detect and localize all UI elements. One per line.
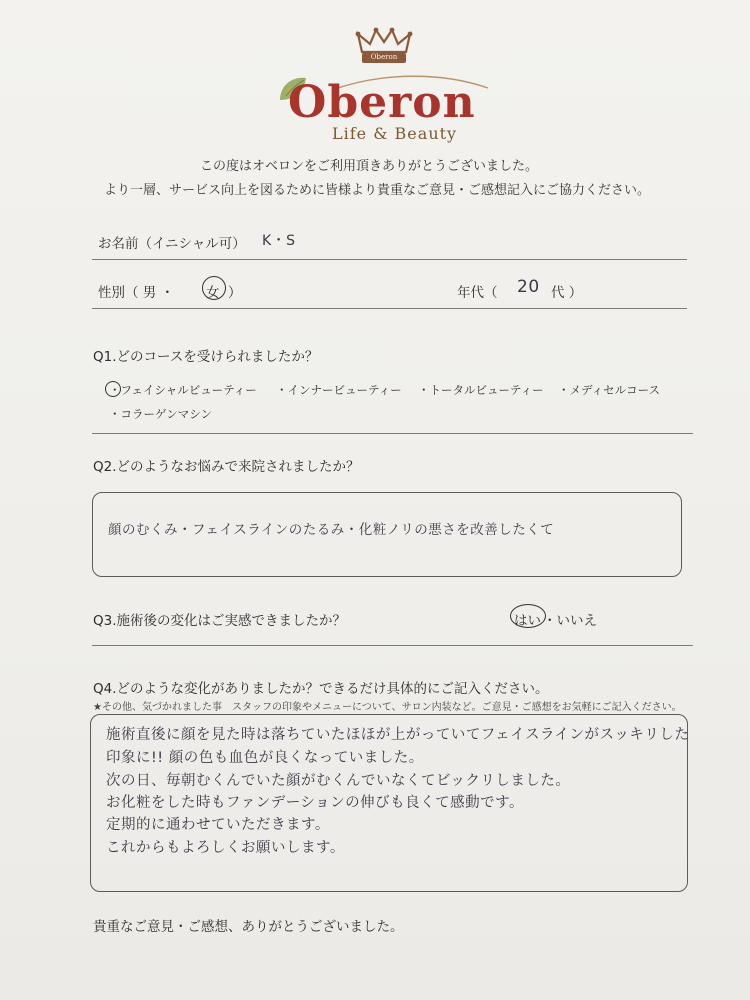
q4-answer-line-3: 次の日、毎朝むくんでいた顔がむくんでいなくてビックリしました。: [106, 773, 571, 789]
q4-answer-line-1: 施術直後に顔を見た時は落ちていたほほが上がっていてフェイスラインがスッキリした: [106, 727, 690, 743]
age-label-open: 年代（: [457, 285, 498, 301]
brand-logo: Oberon: [288, 77, 476, 128]
intro-line-1: この度はオベロンをご利用頂きありがとうございました。: [200, 159, 539, 174]
q4-note: ★その他、気づかれました事 スタッフの印象やメニューについて、サロン内装など。ご意見・ご感想をお気軽にご記入ください。: [93, 702, 682, 713]
gender-age-underline: [92, 308, 687, 309]
q3-option-yes[interactable]: はい: [514, 613, 541, 629]
q1-option-collagen[interactable]: ・コラーゲンマシン: [109, 407, 212, 421]
q1-option-medicell[interactable]: ・メディセルコース: [558, 383, 661, 397]
q4-answer-line-5: 定期的に通わせていただきます。: [106, 817, 330, 833]
q3-question: Q3.施術後の変化はご実感できましたか？: [93, 613, 347, 629]
q4-answer-line-6: これからもよろしくお願いします。: [106, 840, 345, 856]
brand-tagline: Life & Beauty: [332, 124, 458, 143]
gender-close: ）: [228, 285, 242, 301]
q4-answer-line-2: 印象に!! 顔の色も血色が良くなっていました。: [106, 750, 424, 766]
q3-option-no[interactable]: ・いいえ: [543, 613, 597, 629]
q2-answer-text: 顔のむくみ・フェイスラインのたるみ・化粧ノリの悪さを改善したくて: [108, 522, 555, 538]
q1-question: Q1.どのコースを受けられましたか？: [93, 349, 319, 365]
name-label: お名前（イニシャル可）: [98, 236, 246, 252]
q1-option-total[interactable]: ・トータルビューティー: [418, 383, 544, 397]
gender-label: 性別（ 男 ・: [98, 285, 175, 301]
intro-line-2: より一層、サービス向上を図るために皆様より貴重なご意見・ご感想記入にご協力ください。: [104, 183, 651, 198]
age-value[interactable]: 20: [517, 277, 540, 297]
q3-underline: [92, 645, 693, 646]
q4-question: Q4.どのような変化がありましたか？できるだけ具体的にご記入ください。: [93, 681, 549, 697]
q2-question: Q2.どのようなお悩みで来院されましたか？: [93, 459, 360, 475]
q1-underline: [92, 433, 693, 434]
name-underline: [92, 259, 687, 260]
gender-option-female[interactable]: 女: [206, 285, 220, 301]
name-value[interactable]: K・S: [262, 233, 296, 249]
age-label-close: 代 ）: [551, 285, 583, 301]
crown-logo-text: Oberon: [370, 53, 398, 61]
q4-answer-line-4: お化粧をした時もファンデーションの伸びも良くて感動です。: [106, 795, 524, 811]
q1-option-inner[interactable]: ・インナービューティー: [276, 383, 402, 397]
q1-option-facial[interactable]: ・フェイシャルビューティー: [109, 383, 257, 397]
footer-thanks: 貴重なご意見・ご感想、ありがとうございました。: [93, 919, 404, 935]
